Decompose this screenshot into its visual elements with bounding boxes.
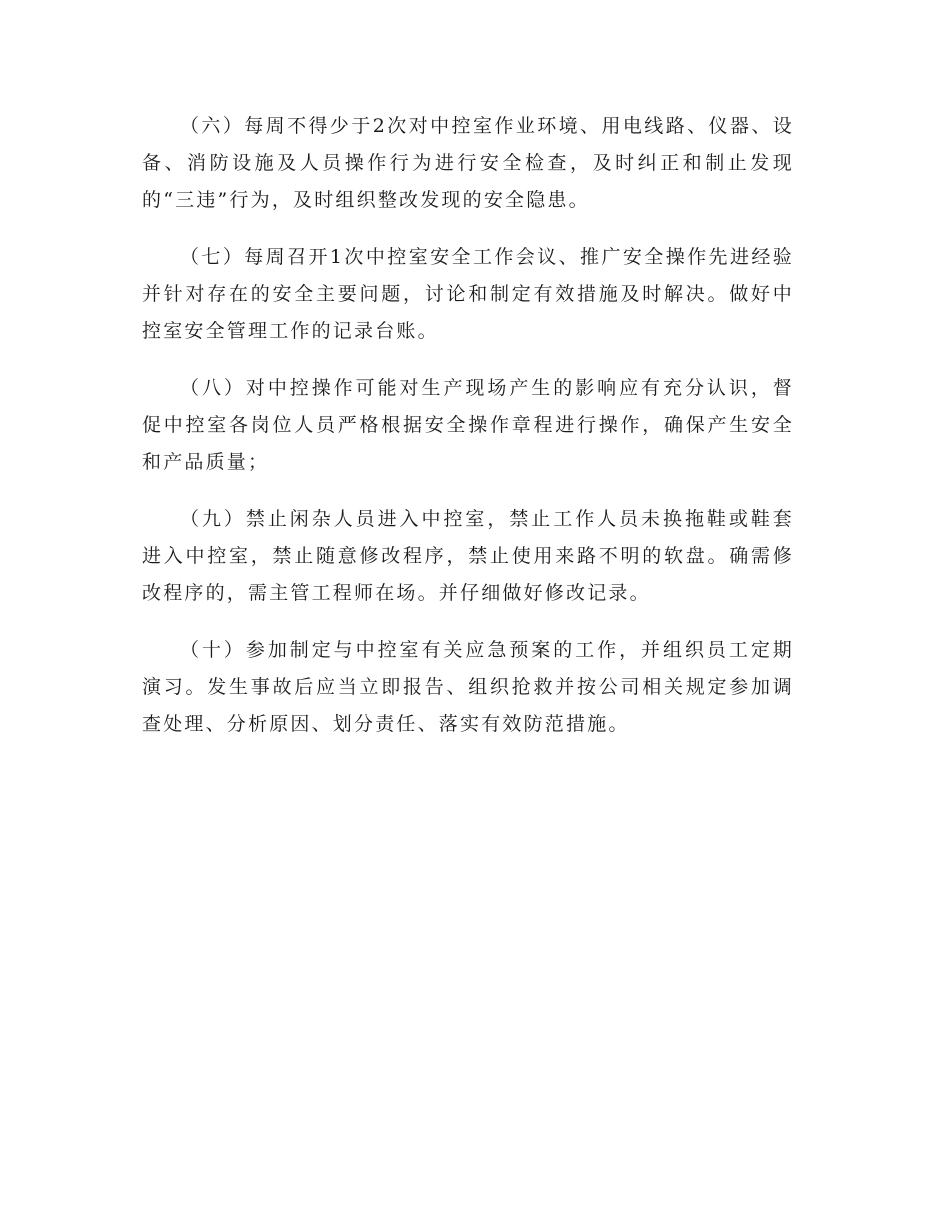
paragraph-8: （八）对中控操作可能对生产现场产生的影响应有充分认识，督促中控室各岗位人员严格根据安全操作章程进行操作，确保产生安全和产品质量； [142,377,794,473]
paragraph-7: （七）每周召开1次中控室安全工作会议、推广安全操作先进经验并针对存在的安全主要问题，讨论和制定有效措施及时解决。做好中控室安全管理工作的记录台账。 [142,246,794,342]
paragraph-6: （六）每周不得少于2次对中控室作业环境、用电线路、仪器、设备、消防设施及人员操作行为进行安全检查，及时纠正和制止发现的“三违”行为，及时组织整改发现的安全隐患。 [142,115,794,211]
paragraph-10: （十）参加制定与中控室有关应急预案的工作，并组织员工定期演习。发生事故后应当立即报告、组织抢救并按公司相关规定参加调查处理、分析原因、划分责任、落实有效防范措施。 [142,639,794,735]
paragraph-9: （九）禁止闲杂人员进入中控室，禁止工作人员未换拖鞋或鞋套进入中控室，禁止随意修改程序，禁止使用来路不明的软盘。确需修改程序的，需主管工程师在场。并仔细做好修改记录。 [142,508,794,604]
document-body [142,108,794,763]
